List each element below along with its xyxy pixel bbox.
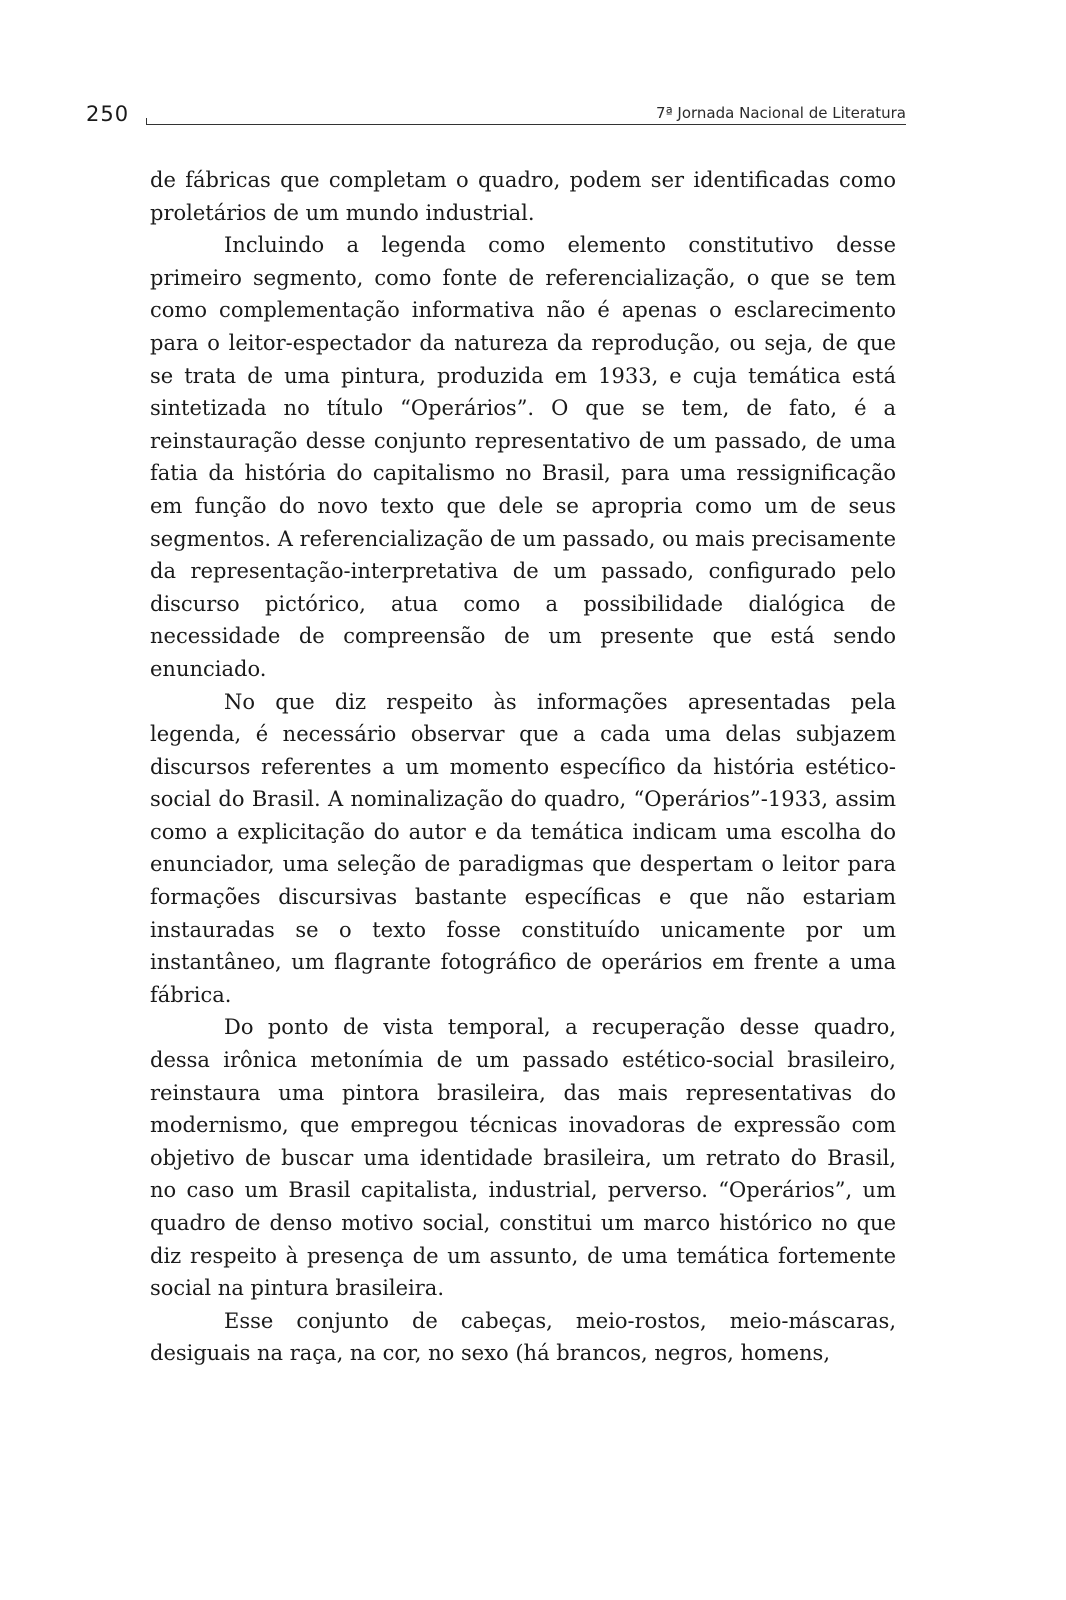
- paragraph: No que diz respeito às informações apresentadas pela legenda, é necessário observar que a cada uma delas subjazem discursos referentes a um momento específico da história estético-social do Brasil. A nominalização do quadro, “Operários”-1933, assim como a explicitação do autor e da temática indicam uma escolha do enunciador, uma seleção de paradigmas que despertam o leitor para formações discursivas bastante específicas e que não estariam instauradas se o texto fosse constituído unicamente por um instantâneo, um flagrante fotográfico de operários em frente a uma fábrica.: [150, 689, 896, 1007]
- paragraph: Esse conjunto de cabeças, meio-rostos, meio-máscaras, desiguais na raça, na cor, no sexo (há brancos, negros, homens,: [150, 1308, 896, 1366]
- paragraph: Incluindo a legenda como elemento constitutivo desse primeiro segmento, como fonte de referencialização, o que se tem como complementação informativa não é apenas o esclarecimento para o leitor-espectador da natureza da reprodução, ou seja, de que se trata de uma pintura, produzida em 1933, e cuja temática está sintetizada no título “Operários”. O que se tem, de fato, é a reinstauração desse conjunto representativo de um passado, de uma fatia da história do capitalismo no Brasil, para uma ressignificação em função do novo texto que dele se apropria como um de seus segmentos. A referencialização de um passado, ou mais precisamente da representação-interpretativa de um passado, configurado pelo discurso pictórico, atua como a possibilidade dialógica de necessidade de compreensão de um presente que está sendo enunciado.: [150, 233, 896, 681]
- page-header: [86, 96, 906, 128]
- page-number: 250: [86, 102, 130, 126]
- header-rule: [146, 124, 906, 125]
- body-text: [150, 164, 896, 1370]
- running-head: 7ª Jornada Nacional de Literatura: [656, 104, 906, 122]
- paragraph: Do ponto de vista temporal, a recuperação desse quadro, dessa irônica metonímia de um passado estético-social brasileiro, reinstaura uma pintora brasileira, das mais representativas do modernismo, que empregou técnicas inovadoras de expressão com objetivo de buscar uma identidade brasileira, um retrato do Brasil, no caso um Brasil capitalista, industrial, perverso. “Operários”, um quadro de denso motivo social, constitui um marco histórico no que diz respeito à presença de um assunto, de uma temática fortemente social na pintura brasileira.: [150, 1015, 896, 1301]
- paragraph: de fábricas que completam o quadro, podem ser identificadas como proletários de um mundo industrial.: [150, 168, 896, 225]
